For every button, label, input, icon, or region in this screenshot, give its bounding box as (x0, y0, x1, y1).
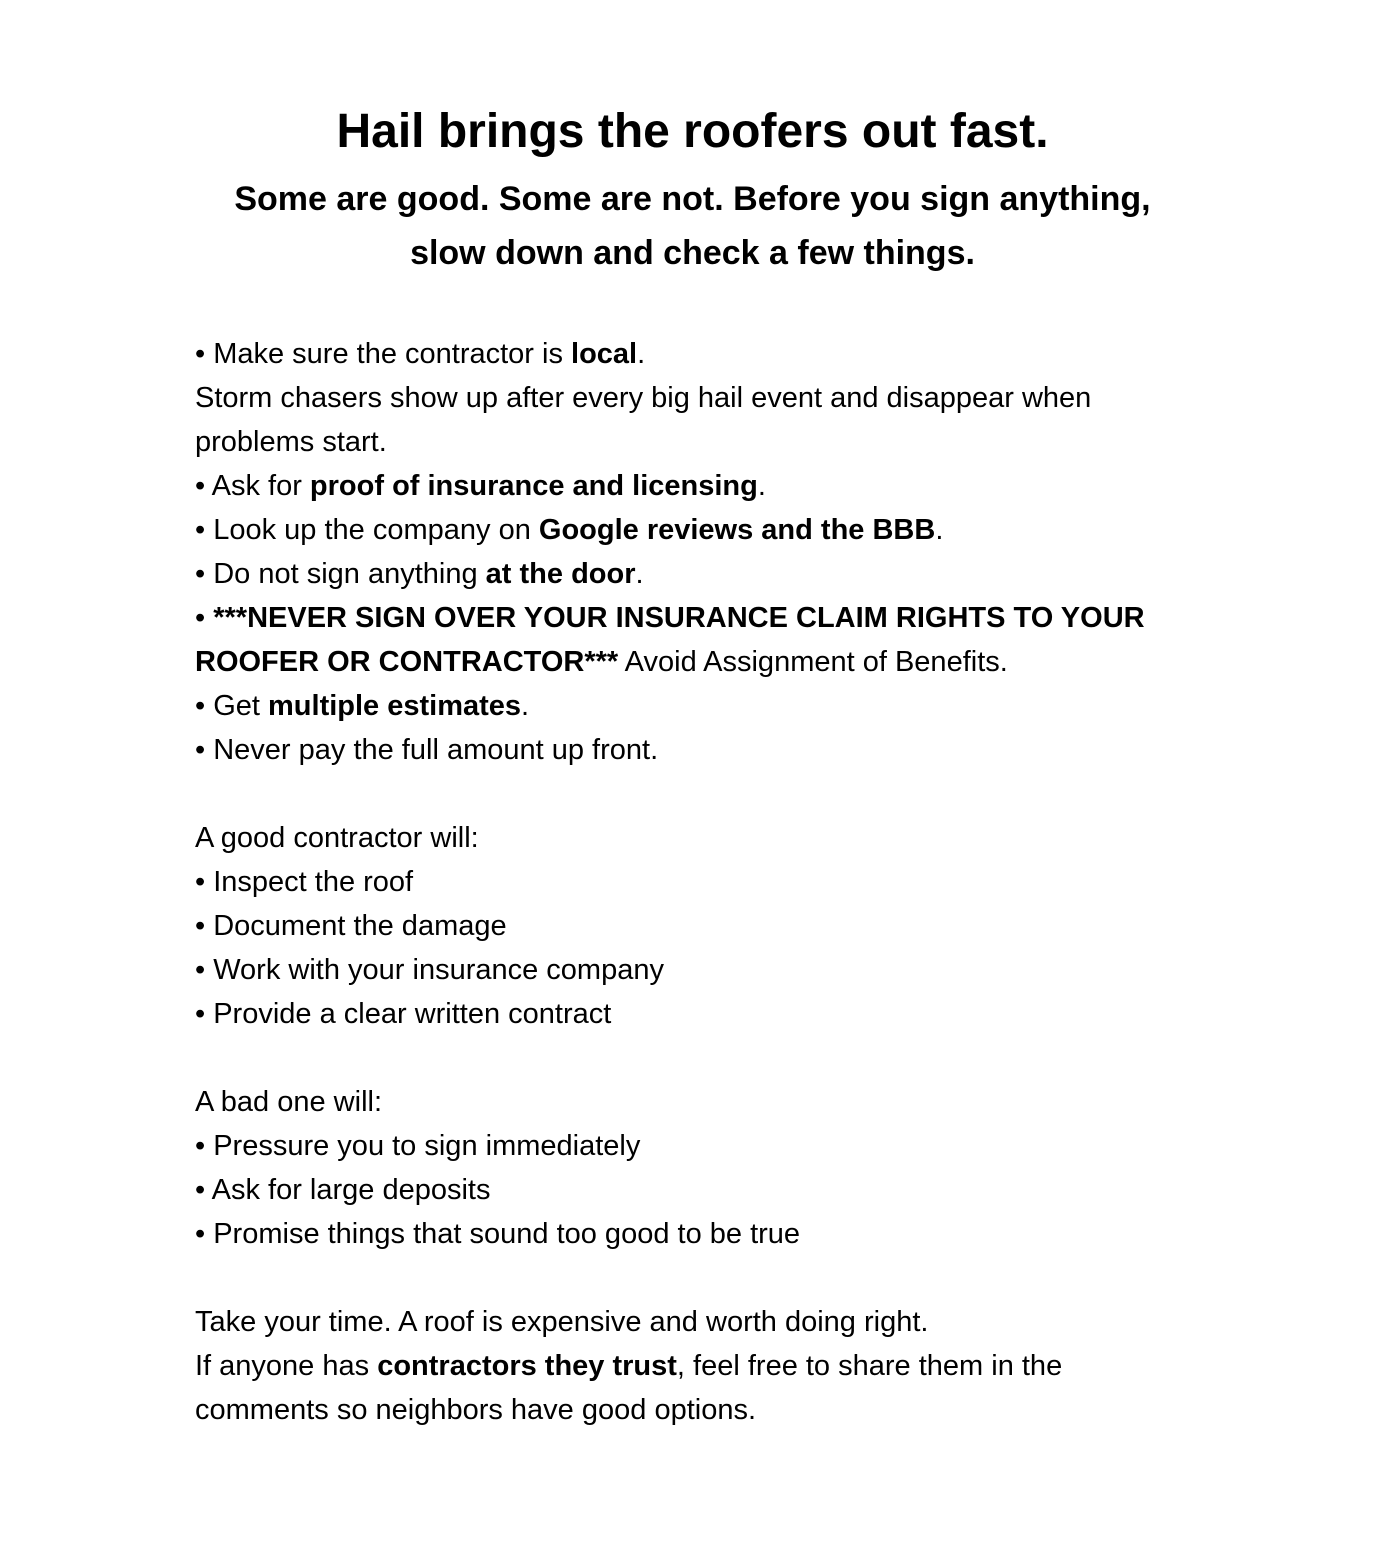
tip-emphasis: Google reviews and the BBB (538, 514, 936, 546)
tip-text: • Get (195, 690, 269, 722)
tip-text: . (935, 514, 944, 546)
closing-line-1: Take your time. A roof is expensive and worth doing right. (195, 1306, 929, 1338)
document-body (195, 332, 1275, 1432)
closing-text: , feel free to share them in the (676, 1350, 1063, 1382)
tip-door (195, 552, 1275, 596)
good-contractor-item: • Inspect the roof (195, 866, 414, 898)
tip-emphasis: ROOFER OR CONTRACTOR*** (195, 646, 619, 678)
bad-contractor-heading: A bad one will: (195, 1086, 383, 1118)
good-contractor-item: • Document the damage (195, 910, 507, 942)
tip-emphasis: at the door (485, 558, 636, 590)
tip-local (195, 332, 1275, 376)
storm-chasers-line-1: Storm chasers show up after every big hail event and disappear when (195, 382, 1092, 414)
tip-text: • (195, 602, 214, 634)
spacer (195, 1036, 1275, 1080)
tip-text: • Look up the company on (195, 514, 539, 546)
tip-text: . (635, 558, 644, 590)
tip-text: . (637, 338, 646, 370)
tip-emphasis: multiple estimates (268, 690, 522, 722)
bad-contractor-item: • Pressure you to sign immediately (195, 1130, 641, 1162)
closing-text: If anyone has (195, 1350, 378, 1382)
tip-emphasis: ***NEVER SIGN OVER YOUR INSURANCE CLAIM RIGHTS TO YOUR (213, 602, 1145, 634)
tip-estimates (195, 684, 1275, 728)
tip-pay: • Never pay the full amount up front. (195, 734, 659, 766)
tip-emphasis: proof of insurance and licensing (309, 470, 758, 502)
bad-contractor-item: • Promise things that sound too good to be true (195, 1218, 801, 1250)
tip-text: Avoid Assignment of Benefits. (618, 646, 1008, 678)
tip-insurance (195, 464, 1275, 508)
closing-line-2 (195, 1344, 1275, 1388)
subtitle-line-2: slow down and check a few things. (410, 234, 975, 272)
spacer (195, 1256, 1275, 1300)
good-contractor-item: • Work with your insurance company (195, 954, 664, 986)
tip-never-sign-line-1 (195, 596, 1275, 640)
page-subtitle (0, 172, 1385, 280)
storm-chasers-line-2: problems start. (195, 426, 387, 458)
good-contractor-heading: A good contractor will: (195, 822, 479, 854)
tip-text: • Make sure the contractor is (195, 338, 572, 370)
tip-text: . (521, 690, 530, 722)
page-title: Hail brings the roofers out fast. (336, 105, 1049, 158)
tip-text: . (757, 470, 766, 502)
bad-contractor-item: • Ask for large deposits (195, 1174, 491, 1206)
tip-text: • Ask for (195, 470, 310, 502)
tip-text: • Do not sign anything (195, 558, 486, 590)
tip-reviews (195, 508, 1275, 552)
good-contractor-item: • Provide a clear written contract (195, 998, 612, 1030)
closing-emphasis: contractors they trust (377, 1350, 677, 1382)
tip-emphasis: local (571, 338, 638, 370)
spacer (195, 772, 1275, 816)
tip-never-sign-line-2 (195, 640, 1275, 684)
closing-line-3: comments so neighbors have good options. (195, 1394, 757, 1426)
subtitle-line-1: Some are good. Some are not. Before you sign anything, (234, 180, 1151, 218)
